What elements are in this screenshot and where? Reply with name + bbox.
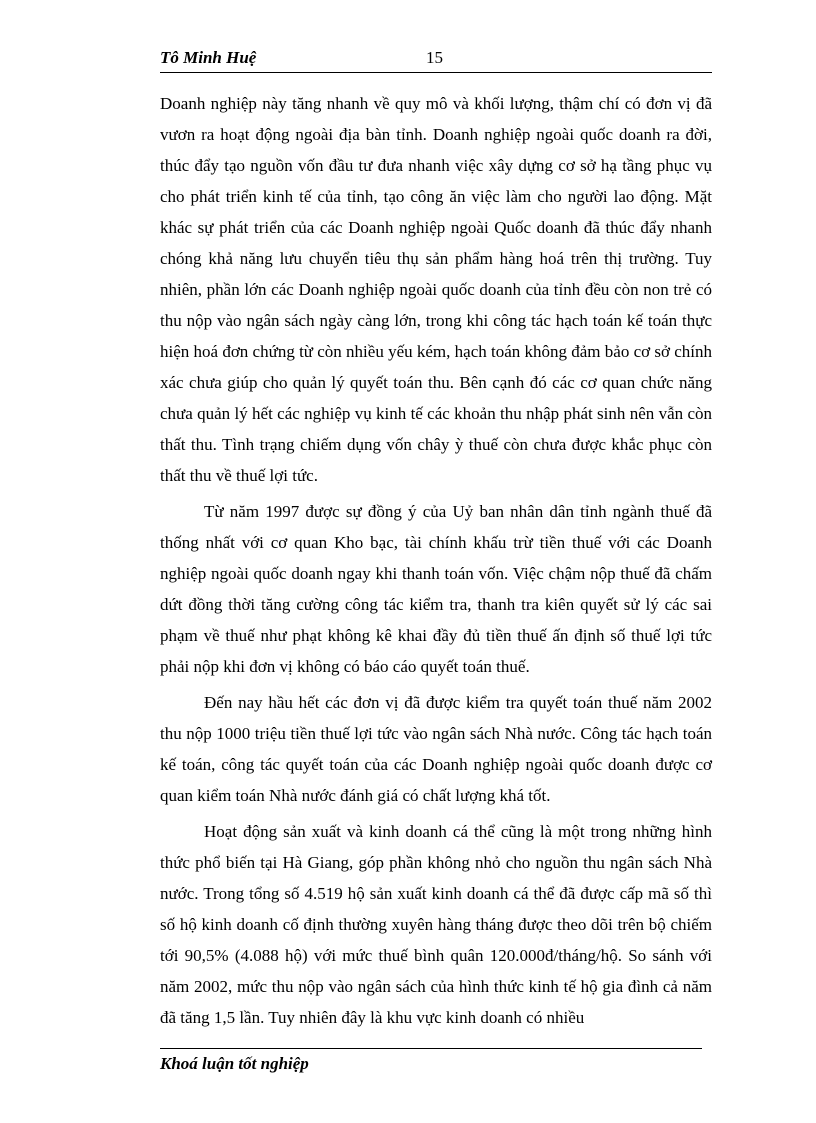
footer-divider bbox=[160, 1048, 702, 1049]
paragraph: Hoạt động sản xuất và kinh doanh cá thể cũng là một trong những hình thức phổ biến tại Hà Giang, góp phần không nhỏ cho nguồn thu ngân sách Nhà nước. Trong tổng số 4.519 hộ sản xuất kinh doanh cá thể đã được cấp mã số thì số hộ kinh doanh cố định thường xuyên hàng tháng được theo dõi trên bộ chiếm tới 90,5% (4.088 hộ) với mức thuế bình quân 120.000đ/tháng/hộ. So sánh với năm 2002, mức thu nộp vào ngân sách của hình thức kinh tế hộ gia đình cả năm đã tăng 1,5 lần. Tuy nhiên đây là khu vực kinh doanh có nhiều bbox=[160, 822, 712, 1027]
footer-title: Khoá luận tốt nghiệp bbox=[160, 1054, 309, 1073]
page-header bbox=[160, 44, 712, 73]
paragraph: Doanh nghiệp này tăng nhanh về quy mô và khối lượng, thậm chí có đơn vị đã vươn ra hoạt động ngoài địa bàn tỉnh. Doanh nghiệp ngoài quốc doanh ra đời, thúc đẩy tạo nguồn vốn đầu tư đưa nhanh việc xây dựng cơ sở hạ tầng phục vụ cho phát triển kinh tế của tỉnh, tạo công ăn việc làm cho người lao động. Mặt khác sự phát triển của các Doanh nghiệp ngoài Quốc doanh đã thúc đẩy nhanh chóng khả năng lưu chuyển tiêu thụ sản phẩm hàng hoá trên thị trường. Tuy nhiên, phần lớn các Doanh nghiệp ngoài quốc doanh của tỉnh đều còn non trẻ có thu nộp vào ngân sách ngày càng lớn, trong khi công tác hạch toán kế toán thực hiện hoá đơn chứng từ còn nhiều yếu kém, hạch toán không đảm bảo cơ sở chính xác chưa giúp cho quản lý quyết toán thu. Bên cạnh đó các cơ quan chức năng chưa quản lý hết các nghiệp vụ kinh tế các khoản thu nhập phát sinh nên vẫn còn thất thu. Tình trạng chiếm dụng vốn chây ỳ thuế còn chưa được khắc phục còn thất thu về thuế lợi tức. bbox=[160, 94, 712, 485]
page-number: 15 bbox=[426, 48, 443, 67]
header-author: Tô Minh Huệ bbox=[160, 48, 257, 67]
body-text bbox=[160, 88, 712, 1038]
paragraph: Từ năm 1997 được sự đồng ý của Uỷ ban nhân dân tỉnh ngành thuế đã thống nhất với cơ quan Kho bạc, tài chính khấu trừ tiền thuế với các Doanh nghiệp ngoài quốc doanh ngay khi thanh toán vốn. Việc chậm nộp thuế đã chấm dứt đồng thời tăng cường công tác kiểm tra, thanh tra kiên quyết sử lý các sai phạm về thuế như phạt không kê khai đầy đủ tiền thuế ấn định số thuế lợi tức phải nộp khi đơn vị không có báo cáo quyết toán thuế. bbox=[160, 502, 712, 676]
paragraph: Đến nay hầu hết các đơn vị đã được kiểm tra quyết toán thuế năm 2002 thu nộp 1000 triệu tiền thuế lợi tức vào ngân sách Nhà nước. Công tác hạch toán kế toán, công tác quyết toán của các Doanh nghiệp ngoài quốc doanh được cơ quan kiểm toán Nhà nước đánh giá có chất lượng khá tốt. bbox=[160, 693, 712, 805]
